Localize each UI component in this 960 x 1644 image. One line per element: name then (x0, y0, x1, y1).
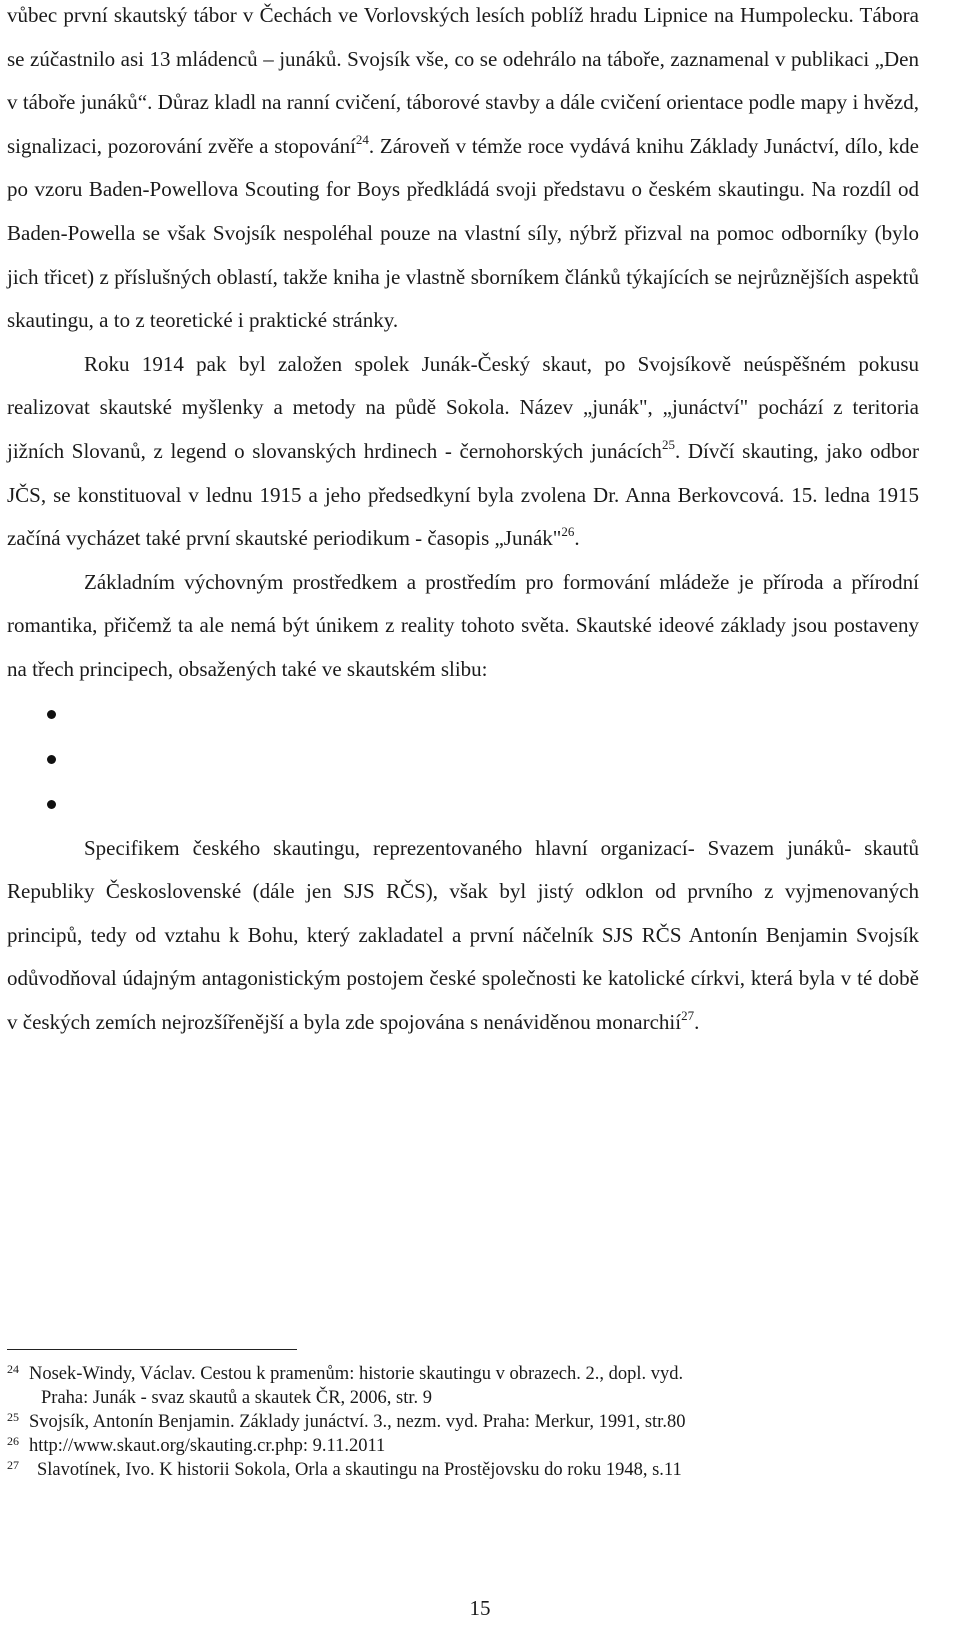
footnote-24 (7, 1362, 907, 1386)
footnote-text: Slavotínek, Ivo. K historii Sokola, Orla a skautingu na Prostějovsku do roku 1948, s.11 (37, 1460, 682, 1480)
footnotes (7, 1362, 907, 1482)
body-text (7, 0, 919, 1044)
paragraph-4 (7, 827, 919, 1045)
paragraph-3: Základním výchovným prostředkem a prostředím pro formování mládeže je příroda a přírodní romantika, přičemž ta ale nemá být únikem z reality tohoto světa. Skautské ideové základy jsou postaveny na třech principech, obsažených také ve skautském slibu: (7, 569, 919, 681)
footnote-ref-27[interactable]: 27 (681, 1007, 695, 1023)
paragraph-1-text-a: vůbec první skautský tábor v Čechách ve Vorlovských lesích poblíž hradu Lipnice na Humpolecku. Tábora se zúčastnilo asi 13 mládenců – junáků. Svojsík vše, co se odehrálo na táboře, zaznamenal v publikaci „Den v táboře junáků“. Důraz kladl na ranní cvičení, táborové stavby a dále cvičení orientace podle mapy i hvězd, signalizaci, pozorování zvěře a stopování (7, 3, 919, 158)
paragraph-4-text-b: . (694, 1009, 700, 1034)
footnote-link[interactable]: http://www.skaut.org/skauting.cr.php: 9.11.2011 (29, 1436, 386, 1456)
paragraph-4-text-a: Specifikem českého skautingu, reprezentovaného hlavní organizací- Svazem junáků- skautů Republiky Československé (dále jen SJS RČS), však byl jistý odklon od prvního z vyjmenovaných principů, tedy od vztahu k Bohu, který zakladatel a první náčelník SJS RČS Antonín Benjamin Svojsík odůvodňoval údajným antagonistickým postojem české společnosti ke katolické církvi, která byla v té době v českých zemích nejrozšířenější a byla zde spojována s nenáviděnou monarchií (7, 835, 919, 1034)
list-item (7, 692, 919, 737)
bullet-icon (47, 755, 56, 764)
paragraph-2-text-c: . (574, 526, 580, 551)
footnote-ref-24[interactable]: 24 (355, 131, 369, 147)
footnote-27 (7, 1458, 907, 1482)
principles-list (7, 692, 919, 827)
footnote-number: 27 (7, 1458, 19, 1472)
list-item (7, 782, 919, 827)
footnote-ref-26[interactable]: 26 (561, 524, 575, 540)
footnote-ref-25[interactable]: 25 (661, 436, 675, 452)
footnote-25 (7, 1410, 907, 1434)
footnote-26 (7, 1434, 907, 1458)
footnote-number: 24 (7, 1362, 19, 1376)
paragraph-1 (7, 0, 919, 343)
list-item (7, 737, 919, 782)
bullet-icon (47, 710, 56, 719)
footnote-text: Nosek-Windy, Václav. Cestou k pramenům: historie skautingu v obrazech. 2., dopl. vyd. (29, 1364, 684, 1384)
footnote-text: Praha: Junák - svaz skautů a skautek ČR, 2006, str. 9 (41, 1388, 433, 1408)
paragraph-2-text-b: . Dívčí skauting, jako odbor JČS, se konstituoval v lednu 1915 a jeho předsedkyní byla zvolena Dr. Anna Berkovcová. 15. ledna 1915 začíná vycházet také první skautské periodikum - časopis „Junák" (7, 438, 920, 551)
page-number: 15 (469, 1596, 491, 1620)
footnote-separator (7, 1349, 297, 1350)
footnote-24-continuation (7, 1386, 907, 1410)
footnote-number: 25 (7, 1410, 19, 1424)
footnote-text: Svojsík, Antonín Benjamin. Základy junáctví. 3., nezm. vyd. Praha: Merkur, 1991, str.80 (29, 1412, 686, 1432)
bullet-icon (47, 800, 56, 809)
paragraph-2-text-a: Roku 1914 pak byl založen spolek Junák-Český skaut, po Svojsíkově neúspěšném pokusu realizovat skautské myšlenky a metody na půdě Sokola. Název „junák", „junáctví" pochází z teritoria jižních Slovanů, z legend o slovanských hrdinech - černohorských junácích (7, 351, 919, 463)
footnote-number: 26 (7, 1434, 19, 1448)
paragraph-2 (7, 343, 919, 561)
paragraph-1-text-b: . Zároveň v témže roce vydává knihu Základy Junáctví, dílo, kde po vzoru Baden-Powellova Scouting for Boys předkládá svoji představu o českém skautingu. Na rozdíl od Baden-Powella se však Svojsík nespoléhal pouze na vlastní síly, nýbrž přizval na pomoc odborníky (bylo jich třicet) z příslušných oblastí, takže kniha je vlastně sborníkem článků týkajících se nejrůznějších aspektů skautingu, a to z teoretické i praktické stránky. (7, 133, 920, 333)
